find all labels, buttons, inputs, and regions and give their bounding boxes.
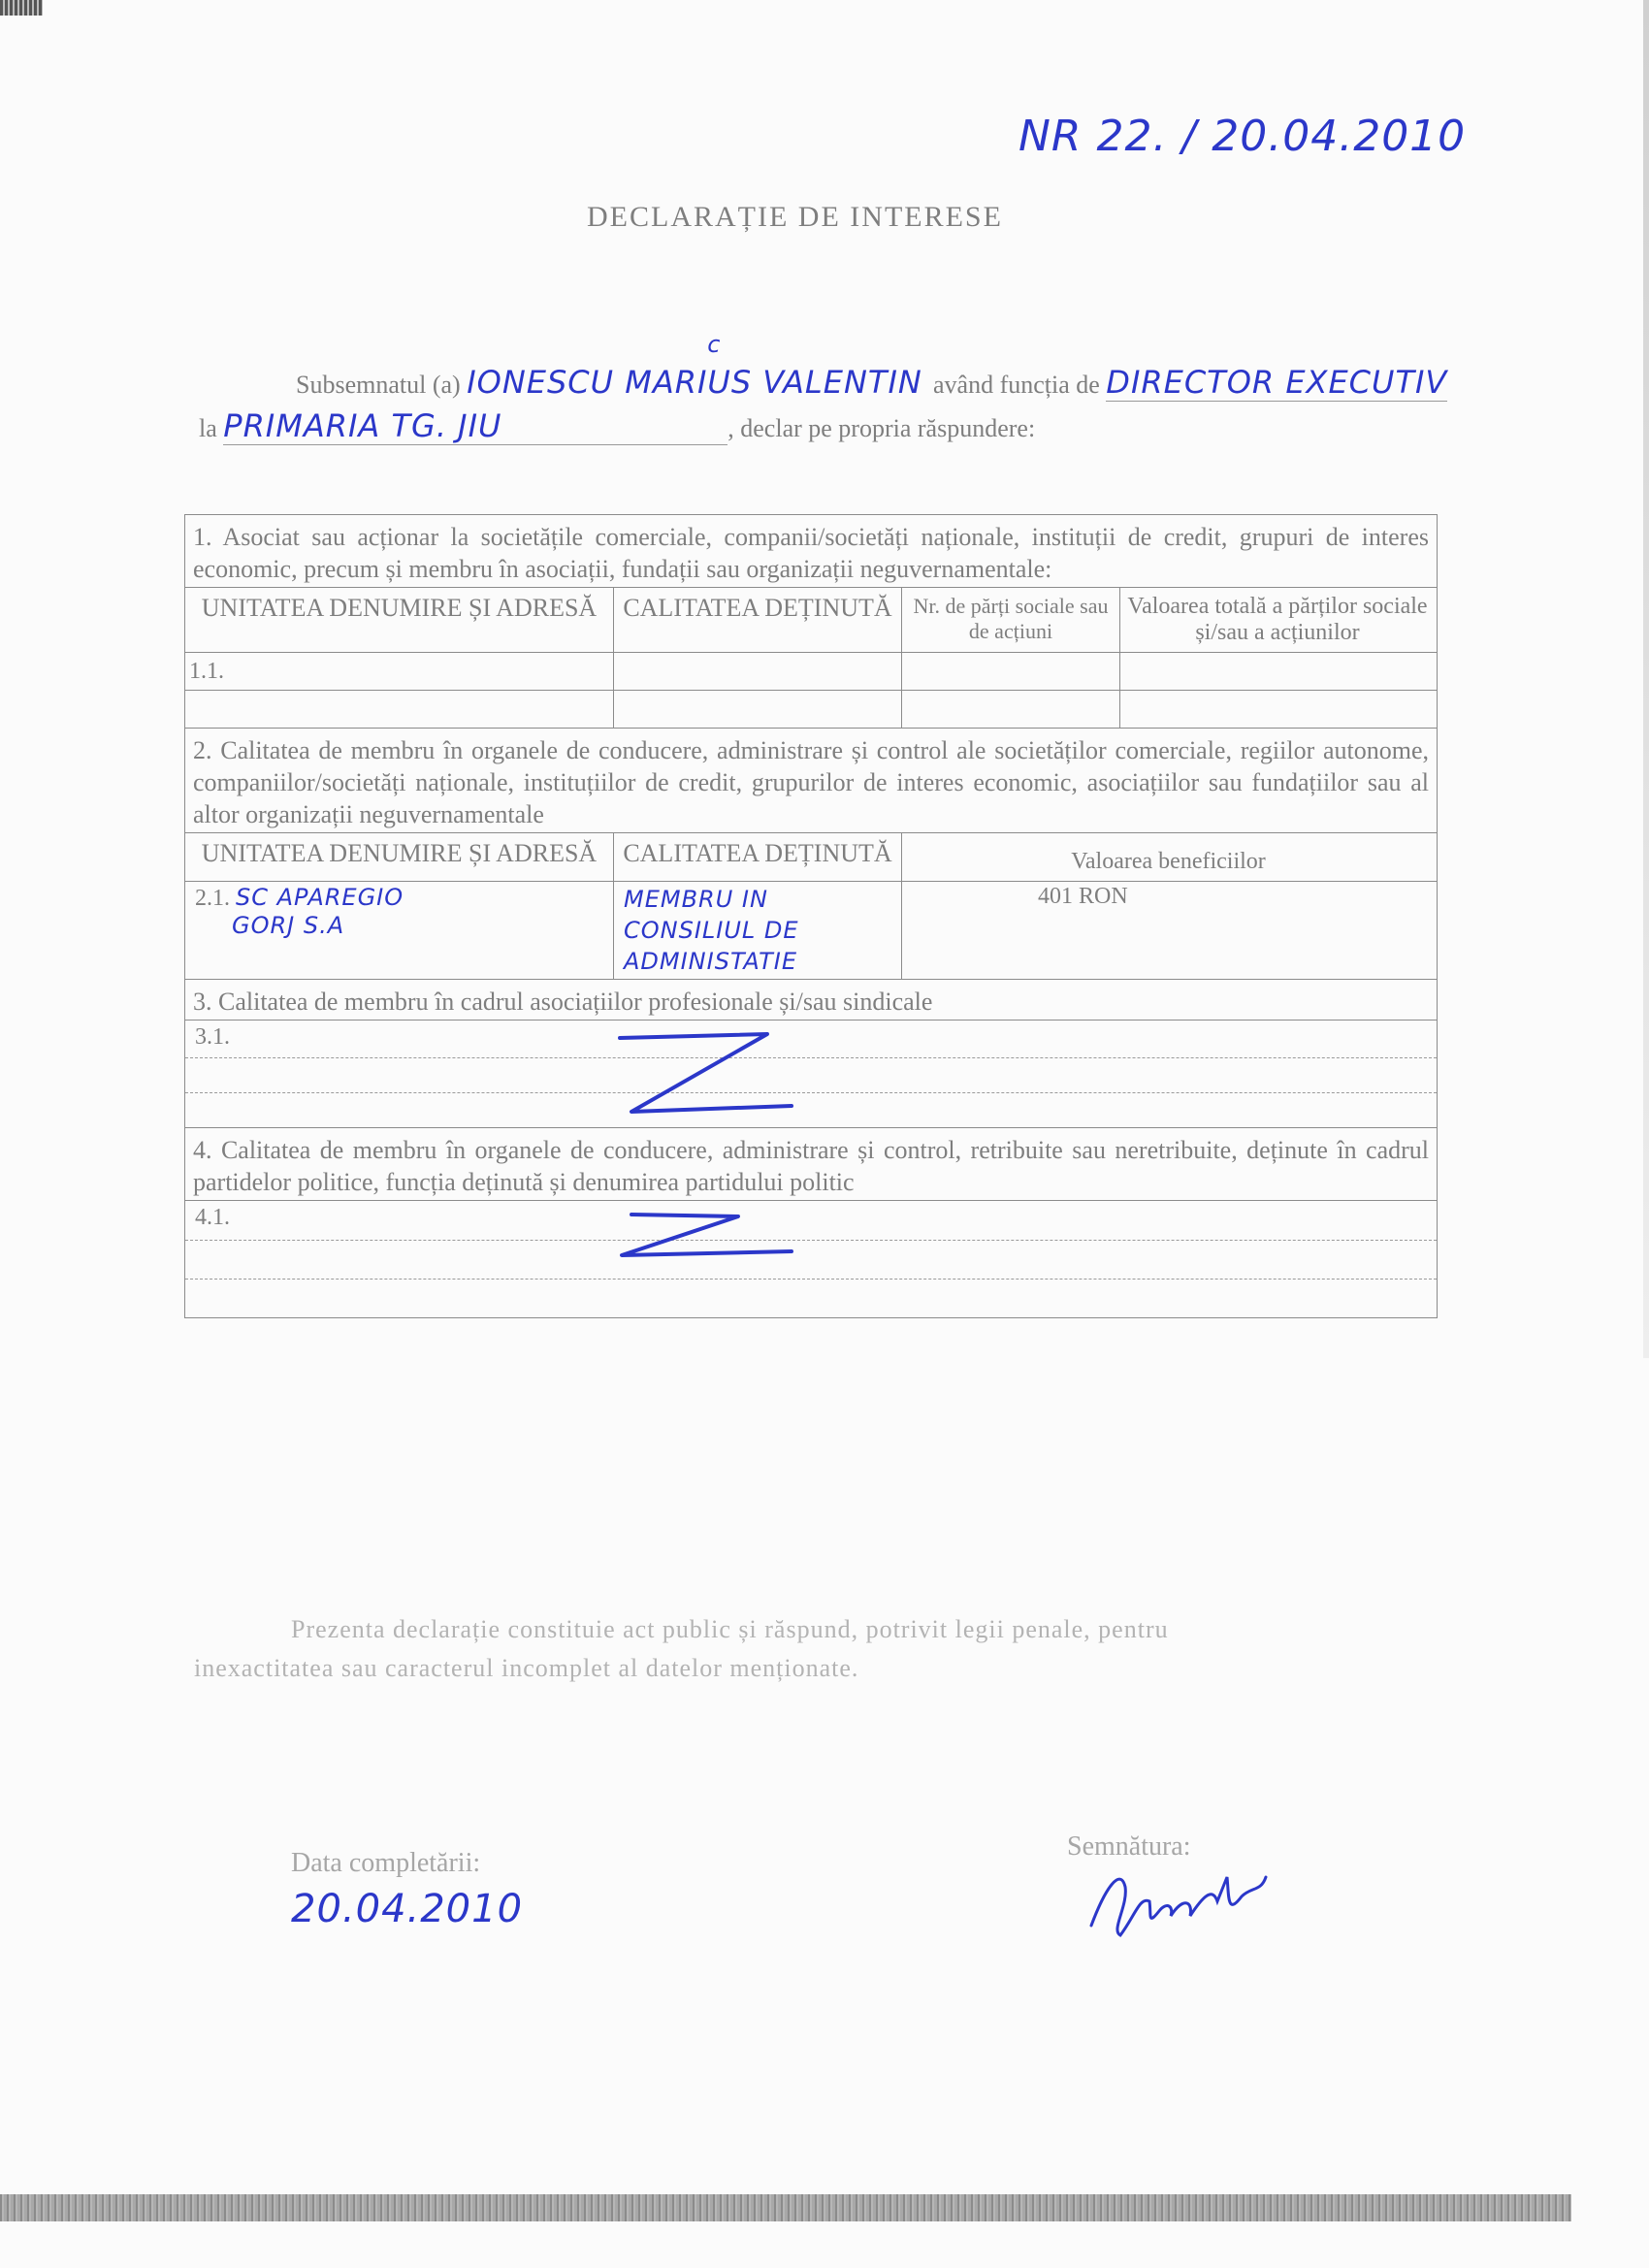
- section-4-body: [185, 1200, 1437, 1317]
- s2-header-unit: UNITATEA DENUMIRE ȘI ADRESĂ: [185, 833, 614, 881]
- section-1-header: [185, 587, 1437, 652]
- registration-number: NR 22. / 20.04.2010: [1018, 112, 1467, 161]
- s2-entry-role-line1: MEMBRU IN: [624, 886, 768, 913]
- s2-entry-role-line2: CONSILIUL DE: [624, 917, 799, 944]
- s3-crossout-mark: [612, 1024, 796, 1121]
- s1-header-shares: Nr. de părți sociale sau de acțiuni: [902, 588, 1120, 652]
- s3-row-label: 3.1.: [195, 1024, 230, 1050]
- s1-header-role: CALITATEA DEȚINUTĂ: [614, 588, 902, 652]
- intro-suffix: , declar pe propria răspundere:: [728, 414, 1036, 442]
- s4-crossout-mark: [612, 1205, 796, 1273]
- section-3-title: 3. Calitatea de membru în cadrul asociațiilor profesionale și/sau sindicale: [185, 979, 1437, 1020]
- s3-line: [185, 1057, 1437, 1058]
- role-prefix: având funcția de: [932, 371, 1100, 399]
- s2-entry-role: [614, 882, 902, 979]
- s1-row-role: [614, 653, 902, 690]
- declarant-role: DIRECTOR EXECUTIV: [1106, 364, 1448, 401]
- date-label: Data completării:: [291, 1848, 481, 1878]
- footer-line-1: Prezenta declarație constituie act public și răspund, potrivit legii penale, pentru: [291, 1615, 1169, 1643]
- s4-row-label: 4.1.: [195, 1205, 230, 1230]
- name-correction: c: [707, 331, 722, 358]
- section-3-body: [185, 1020, 1437, 1127]
- declarant-name-text: IONESCU MARIUS VALENTIN: [467, 364, 922, 401]
- section-4-title: 4. Calitatea de membru în organele de conducere, administrare și control, retribuite sau neretribuite, deținute în cadrul partidelor politice, funcția deținută și denumirea partidului politic: [185, 1127, 1437, 1200]
- s2-entry-role-line3: ADMINISTATIE: [624, 948, 797, 975]
- s2-entry-unit-line1: [195, 884, 603, 912]
- section-2-header: [185, 832, 1437, 881]
- s1-empty-cell: [902, 691, 1120, 728]
- date-value: 20.04.2010: [291, 1887, 524, 1931]
- s1-row: [185, 652, 1437, 690]
- scan-artifact-edge: [1643, 0, 1649, 1358]
- s1-empty-cell: [1120, 691, 1435, 728]
- s2-entry-unit-line2: GORJ S.A: [232, 912, 345, 939]
- s3-line: [185, 1092, 1437, 1093]
- s1-row-label: 1.1.: [185, 653, 614, 690]
- signature-image: [1082, 1858, 1276, 1945]
- s1-empty-cell: [614, 691, 902, 728]
- s2-header-benefits: Valoarea beneficiilor: [1071, 849, 1266, 874]
- s1-row-value: [1120, 653, 1435, 690]
- section-1-title: 1. Asociat sau acționar la societățile comerciale, companii/societăți naționale, instituții de credit, grupuri de interes economic, precum și membru în asociații, fundații sau organizații neguvernamentale:: [193, 523, 1429, 583]
- intro-prefix: Subsemnatul (a): [296, 371, 461, 399]
- s2-entry-benefit: 401 RON: [1038, 884, 1128, 909]
- scan-artifact-bottom: [0, 2194, 1571, 2221]
- s2-header-role: CALITATEA DEȚINUTĂ: [614, 833, 902, 881]
- document-title: DECLARAȚIE DE INTERESE: [587, 201, 1003, 233]
- scan-artifact-top: [0, 0, 43, 16]
- s2-row-label: 2.1.: [195, 886, 230, 911]
- s1-empty-cell: [185, 691, 614, 728]
- s4-line: [185, 1279, 1437, 1280]
- s1-header-value: Valoarea totală a părților sociale și/sau a acțiunilor: [1127, 594, 1428, 645]
- section-2-title: 2. Calitatea de membru în organele de conducere, administrare și control ale societăților comerciale, regiilor autonome, companiilor/societăți naționale, instituțiilor de credit, grupurilor de interes economic, asociațiilor sau fundațiilor sau al altor organizații neguvernamentale: [185, 728, 1437, 832]
- at-prefix: la: [199, 414, 217, 442]
- declarant-name: [467, 331, 933, 401]
- intro-line-1: [296, 331, 1448, 402]
- s2-entry-unit: [185, 882, 614, 979]
- s1-header-unit: UNITATEA DENUMIRE ȘI ADRESĂ: [185, 588, 614, 652]
- institution-name: PRIMARIA TG. JIU: [223, 407, 728, 445]
- signature-label: Semnătura:: [1067, 1831, 1191, 1862]
- s1-row-empty-1: [185, 690, 1437, 728]
- declaration-table: [184, 514, 1438, 1318]
- footer-line-2: inexactitatea sau caracterul incomplet al datelor menționate.: [194, 1654, 859, 1682]
- s2-entry-unit-name: SC APAREGIO: [236, 884, 404, 911]
- s4-line: [185, 1240, 1437, 1241]
- intro-line-2: [199, 407, 1035, 445]
- s2-entry-row: [185, 881, 1437, 979]
- s1-row-shares: [902, 653, 1120, 690]
